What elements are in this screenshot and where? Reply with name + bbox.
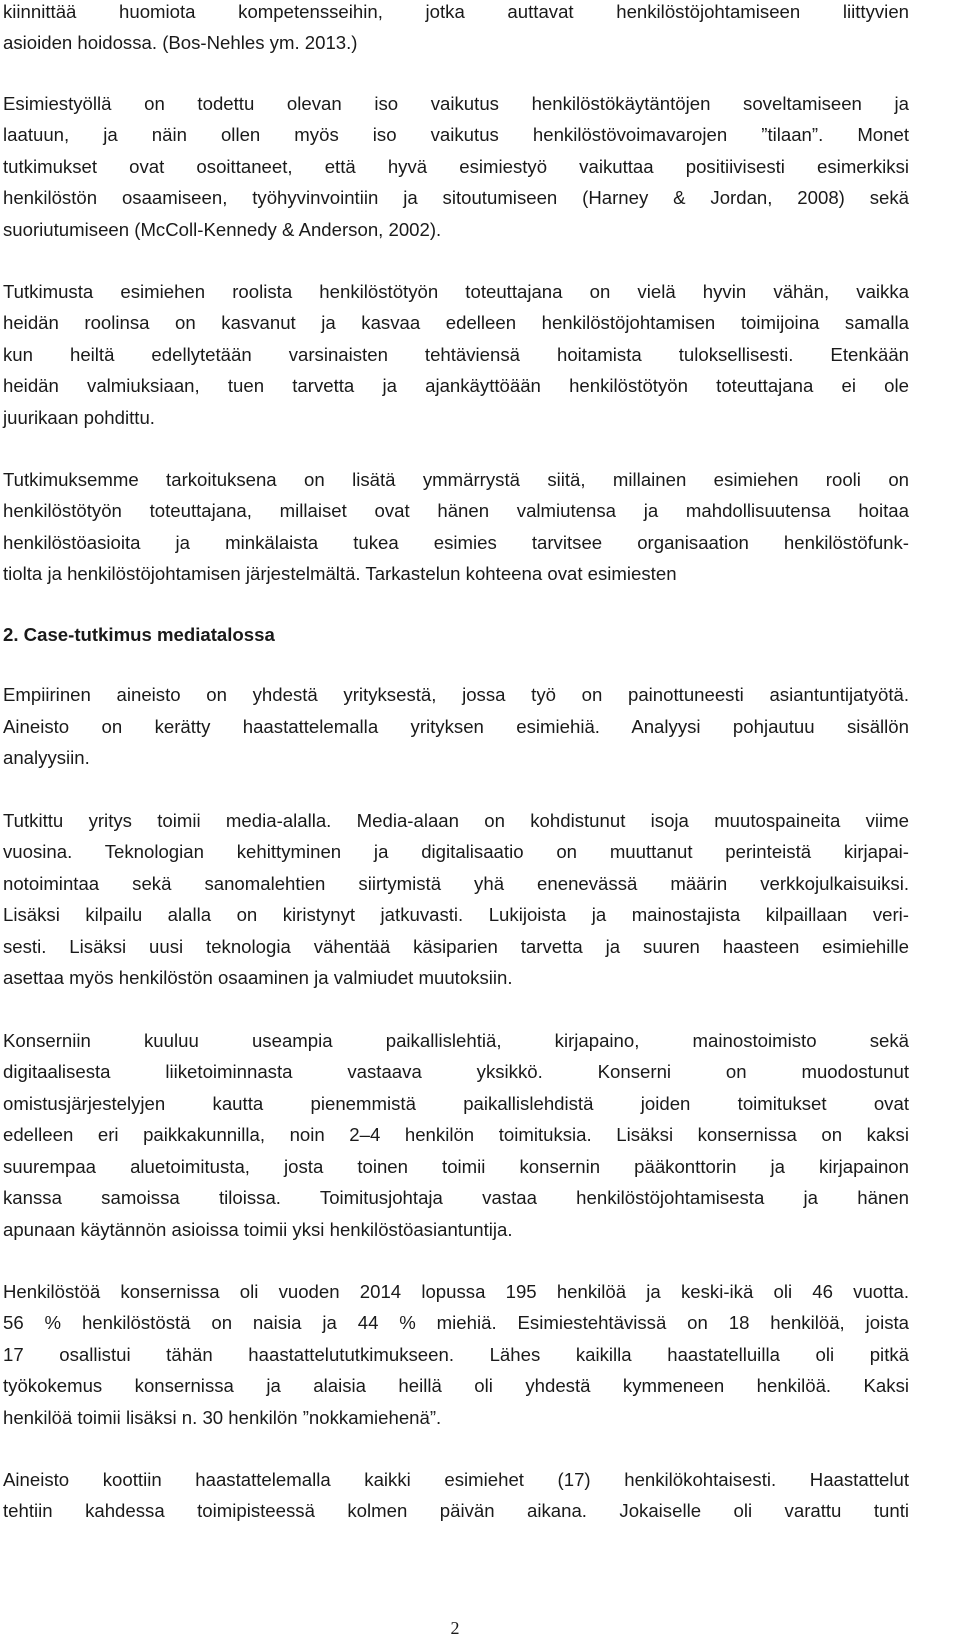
text-line: juurikaan pohdittu.	[3, 407, 155, 428]
text-line: Empiirinen aineisto on yhdestä yrityksestä, jossa työ on painottuneesti asiantuntijatyötä.	[3, 684, 909, 705]
text-line: Lisäksi kilpailu alalla on kiristynyt jatkuvasti. Lukijoista ja mainostajista kilpaillaan veri-	[3, 904, 909, 925]
text-line: tiolta ja henkilöstöjohtamisen järjestelmältä. Tarkastelun kohteena ovat esimiesten	[3, 563, 677, 584]
page-number: 2	[450, 1618, 460, 1638]
text-line: Henkilöstöä konsernissa oli vuoden 2014 lopussa 195 henkilöä ja keski-ikä oli 46 vuotta.	[3, 1281, 909, 1302]
text-line: tutkimukset ovat osoittaneet, että hyvä esimiestyö vaikuttaa positiivisesti esimerkiksi	[3, 156, 909, 177]
text-line: suurempaa aluetoimitusta, josta toinen toimii konsernin pääkonttorin ja kirjapainon	[3, 1156, 909, 1177]
text-line: analyysiin.	[3, 747, 90, 768]
text-line: apunaan käytännön asioissa toimii yksi henkilöstöasiantuntija.	[3, 1219, 513, 1240]
text-line: tehtiin kahdessa toimipisteessä kolmen päivän aikana. Jokaiselle oli varattu tunti	[3, 1500, 909, 1521]
text-line: notoimintaa sekä sanomalehtien siirtymistä yhä enenevässä määrin verkkojulkaisuiksi.	[3, 873, 909, 894]
text-line: Tutkittu yritys toimii media-alalla. Media-alaan on kohdistunut isoja muutospaineita viime	[3, 810, 909, 831]
text-line: heidän valmiuksiaan, tuen tarvetta ja ajankäyttöään henkilöstötyön toteuttajana ei ole	[3, 375, 909, 396]
text-line: sesti. Lisäksi uusi teknologia vähentää käsiparien tarvetta ja suuren haasteen esimiehille	[3, 936, 909, 957]
text-line: Konserniin kuuluu useampia paikallislehtiä, kirjapaino, mainostoimisto sekä	[3, 1030, 909, 1051]
text-line: heidän roolinsa on kasvanut ja kasvaa edelleen henkilöstöjohtamisen toimijoina samalla	[3, 312, 909, 333]
text-line: henkilöstön osaamiseen, työhyvinvointiin ja sitoutumiseen (Harney & Jordan, 2008) sekä	[3, 187, 909, 208]
text-line: kiinnittää huomiota kompetensseihin, jotka auttavat henkilöstöjohtamiseen liittyvien	[3, 1, 909, 22]
text-line: edelleen eri paikkakunnilla, noin 2–4 henkilön toimituksia. Lisäksi konsernissa on kaksi	[3, 1124, 909, 1145]
text-line: henkilöstöasioita ja minkälaista tukea esimies tarvitsee organisaation henkilöstöfunk-	[3, 532, 909, 553]
text-line: työkokemus konsernissa ja alaisia heillä oli yhdestä kymmeneen henkilöä. Kaksi	[3, 1375, 909, 1396]
section-heading: 2. Case-tutkimus mediatalossa	[3, 624, 275, 645]
text-line: henkilöstötyön toteuttajana, millaiset ovat hänen valmiutensa ja mahdollisuutensa hoitaa	[3, 500, 909, 521]
text-line: laatuun, ja näin ollen myös iso vaikutus henkilöstövoimavarojen ”tilaan”. Monet	[3, 124, 909, 145]
text-line: kanssa samoissa tiloissa. Toimitusjohtaja vastaa henkilöstöjohtamisesta ja hänen	[3, 1187, 909, 1208]
text-line: Aineisto koottiin haastattelemalla kaikki esimiehet (17) henkilökohtaisesti. Haastattelut	[3, 1469, 909, 1490]
text-line: Esimiestyöllä on todettu olevan iso vaikutus henkilöstökäytäntöjen soveltamiseen ja	[3, 93, 909, 114]
text-line: asioiden hoidossa. (Bos-Nehles ym. 2013.)	[3, 32, 358, 53]
text-line: 56 % henkilöstöstä on naisia ja 44 % miehiä. Esimiestehtävissä on 18 henkilöä, joista	[3, 1312, 909, 1333]
text-line: omistusjärjestelyjen kautta pienemmistä paikallislehdistä joiden toimitukset ovat	[3, 1093, 909, 1114]
text-line: kun heiltä edellytetään varsinaisten tehtäviensä hoitamista tuloksellisesti. Etenkään	[3, 344, 909, 365]
text-line: digitaalisesta liiketoiminnasta vastaava yksikkö. Konserni on muodostunut	[3, 1061, 909, 1082]
text-line: henkilöä toimii lisäksi n. 30 henkilön ”nokkamiehenä”.	[3, 1407, 442, 1428]
text-line: Aineisto on kerätty haastattelemalla yrityksen esimiehiä. Analyysi pohjautuu sisällön	[3, 716, 909, 737]
text-line: Tutkimusta esimiehen roolista henkilöstötyön toteuttajana on vielä hyvin vähän, vaikka	[3, 281, 909, 302]
text-line: 17 osallistui tähän haastattelututkimukseen. Lähes kaikilla haastatelluilla oli pitkä	[3, 1344, 909, 1365]
text-line: asettaa myös henkilöstön osaaminen ja valmiudet muutoksiin.	[3, 967, 513, 988]
text-line: suoriutumiseen (McColl-Kennedy & Anderson, 2002).	[3, 219, 442, 240]
text-line: vuosina. Teknologian kehittyminen ja digitalisaatio on muuttanut perinteistä kirjapai-	[3, 841, 909, 862]
text-line: Tutkimuksemme tarkoituksena on lisätä ymmärrystä siitä, millainen esimiehen rooli on	[3, 469, 909, 490]
